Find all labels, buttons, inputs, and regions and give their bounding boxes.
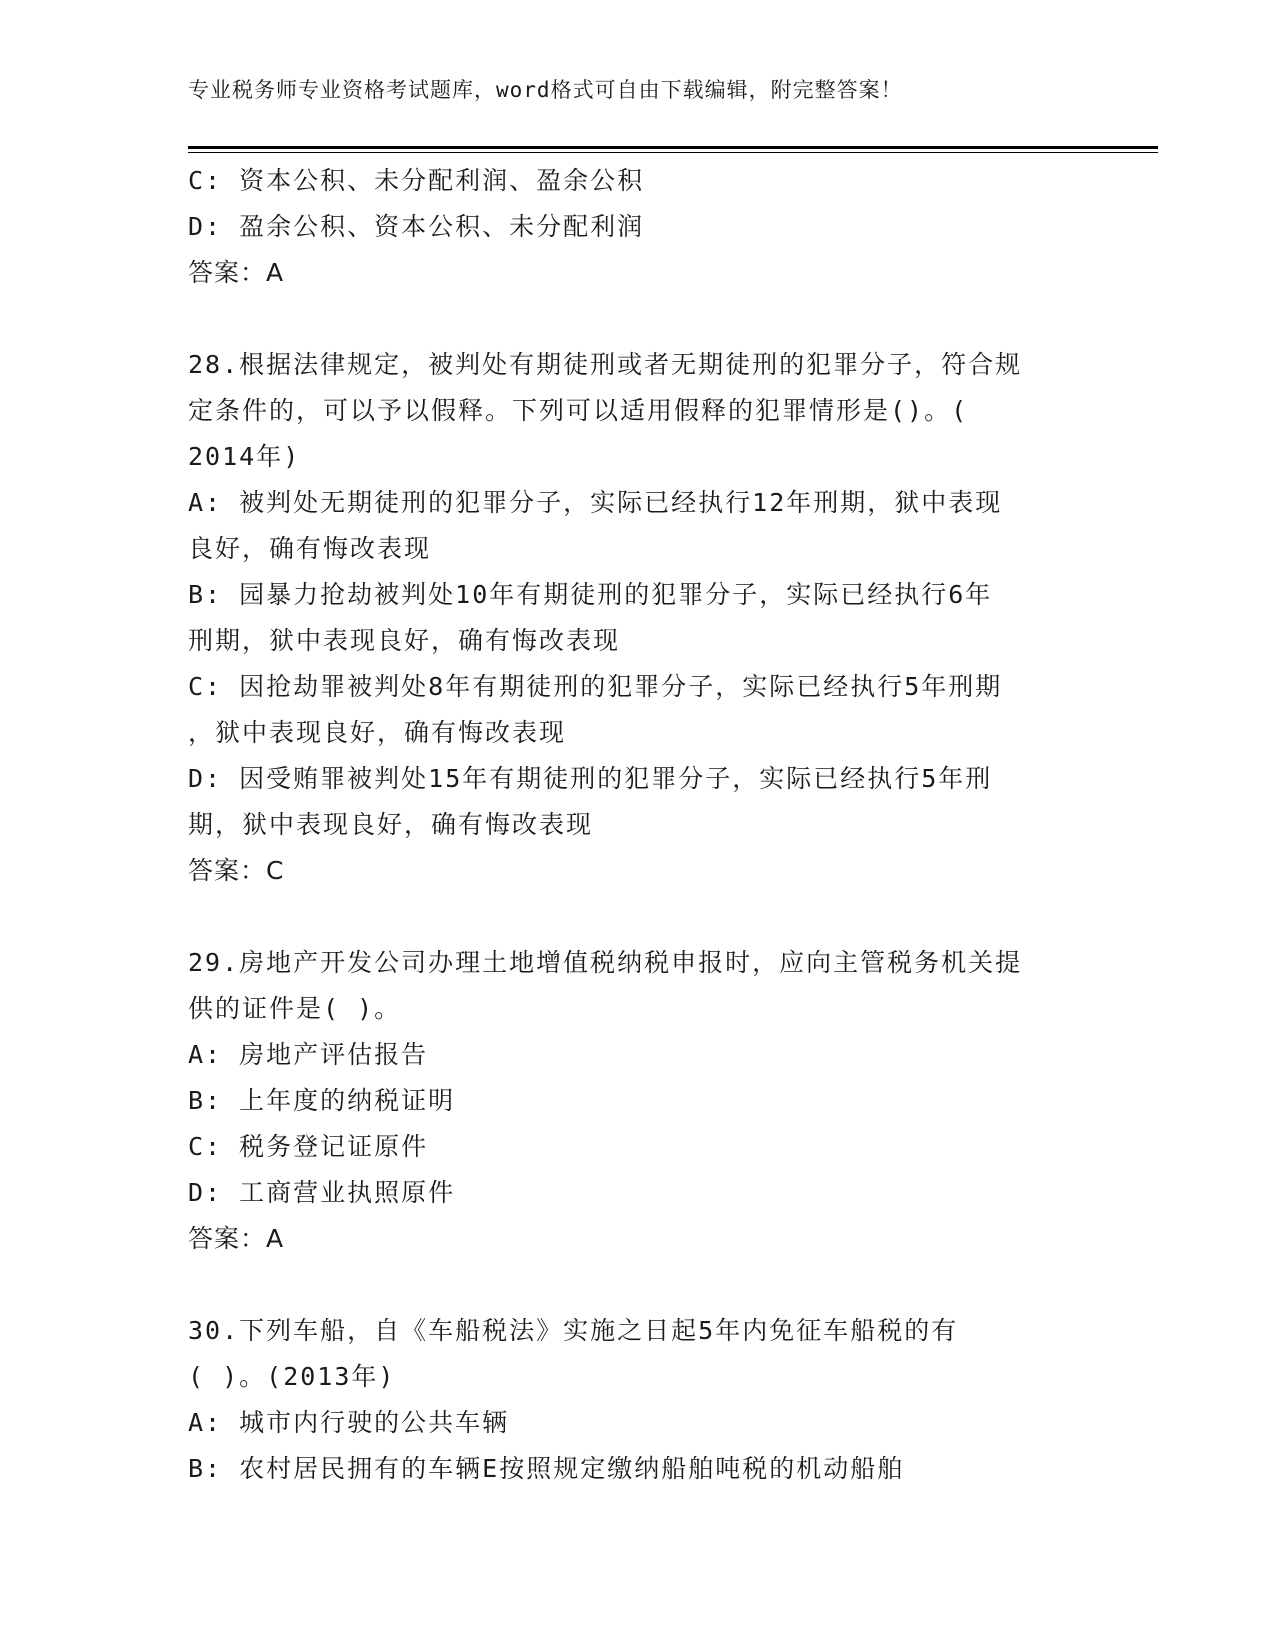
question-30: [188, 1308, 1088, 1492]
answer: 答案：A: [188, 1224, 285, 1253]
option-b: 刑期，狱中表现良好，确有悔改表现: [188, 626, 621, 655]
spacer: [188, 296, 1088, 342]
option-d: 期，狱中表现良好，确有悔改表现: [188, 810, 594, 839]
option-a: A: 被判处无期徒刑的犯罪分子，实际已经执行12年刑期，狱中表现: [188, 488, 1003, 517]
page-header: 专业税务师专业资格考试题库，word格式可自由下载编辑，附完整答案！: [188, 78, 903, 102]
option-c: C: 税务登记证原件: [188, 1132, 429, 1161]
answer: 答案：A: [188, 258, 285, 287]
option-b: B: 上年度的纳税证明: [188, 1086, 456, 1115]
question-stem: 28.根据法律规定，被判处有期徒刑或者无期徒刑的犯罪分子，符合规: [188, 350, 1023, 379]
option-a: A: 房地产评估报告: [188, 1040, 429, 1069]
option-a: A: 城市内行驶的公共车辆: [188, 1408, 510, 1437]
question-28: [188, 342, 1088, 894]
option-c: C: 因抢劫罪被判处8年有期徒刑的犯罪分子，实际已经执行5年刑期: [188, 672, 1003, 701]
header-rule-thin: [188, 152, 1158, 153]
option-c: ，狱中表现良好，确有悔改表现: [188, 718, 567, 747]
question-stem: 30.下列车船，自《车船税法》实施之日起5年内免征车船税的有: [188, 1316, 959, 1345]
question-stem: 供的证件是( )。: [188, 994, 402, 1023]
spacer: [188, 1262, 1088, 1308]
option-c: C: 资本公积、未分配利润、盈余公积: [188, 166, 645, 195]
option-a: 良好，确有悔改表现: [188, 534, 432, 563]
question-stem: 29.房地产开发公司办理土地增值税纳税申报时，应向主管税务机关提: [188, 948, 1023, 977]
option-b: B: 园暴力抢劫被判处10年有期徒刑的犯罪分子，实际已经执行6年: [188, 580, 993, 609]
question-29: [188, 940, 1088, 1262]
question-stem: 定条件的，可以予以假释。下列可以适用假释的犯罪情形是()。(: [188, 396, 969, 425]
document-body: [188, 158, 1088, 1492]
spacer: [188, 894, 1088, 940]
option-b: B: 农村居民拥有的车辆E按照规定缴纳船舶吨税的机动船舶: [188, 1454, 905, 1483]
answer: 答案：C: [188, 856, 285, 885]
question-stem: ( )。(2013年): [188, 1362, 396, 1391]
option-d: D: 工商营业执照原件: [188, 1178, 456, 1207]
header-rule-thick: [188, 146, 1158, 149]
question-stem: 2014年): [188, 442, 301, 471]
option-d: D: 盈余公积、资本公积、未分配利润: [188, 212, 645, 241]
prev-question-tail: [188, 158, 1088, 296]
option-d: D: 因受贿罪被判处15年有期徒刑的犯罪分子，实际已经执行5年刑: [188, 764, 993, 793]
